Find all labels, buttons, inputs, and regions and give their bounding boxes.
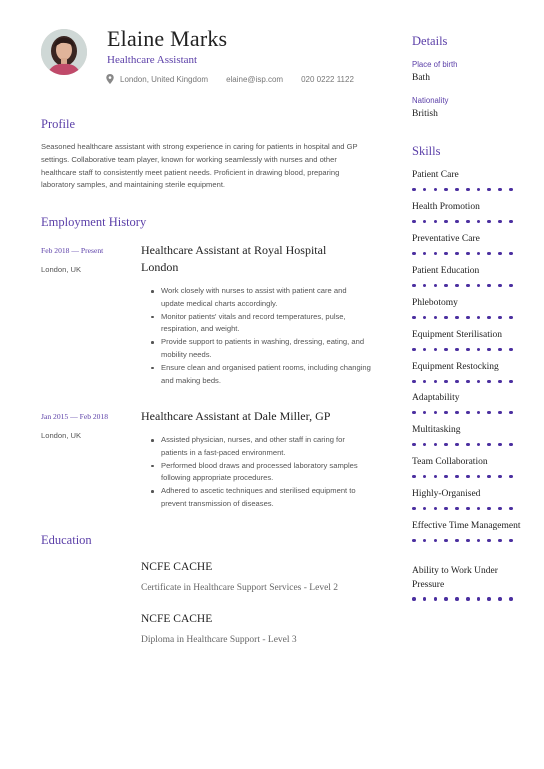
skill-name: Effective Time Management <box>412 521 521 531</box>
skill-dot <box>423 475 427 479</box>
skill-dot <box>487 597 491 601</box>
place-of-birth-label: Place of birth <box>412 60 458 69</box>
skill-level-dots <box>412 188 522 192</box>
job-dates: Jan 2015 — Feb 2018 <box>41 412 109 421</box>
skill-dot <box>477 348 481 352</box>
skill-dot <box>434 475 438 479</box>
skill-name: Adaptability <box>412 393 460 403</box>
job-bullet: Performed blood draws and processed laboratory samples following appropriate procedures. <box>151 460 371 486</box>
skill-dot <box>498 348 502 352</box>
skill-dot <box>509 220 513 224</box>
skill-dot <box>509 252 513 256</box>
skill-dot <box>487 380 491 384</box>
skill-dot <box>477 507 481 511</box>
contact-phone[interactable]: 020 0222 1122 <box>301 74 354 84</box>
skill-name: Equipment Sterilisation <box>412 330 502 340</box>
skill-item <box>412 169 522 191</box>
skill-dot <box>444 597 448 601</box>
skill-name: Multitasking <box>412 425 461 435</box>
skill-dot <box>477 539 481 543</box>
skill-dot <box>423 597 427 601</box>
job-bullet: Provide support to patients in washing, dressing, eating, and mobility needs. <box>151 336 371 362</box>
skill-level-dots <box>412 316 522 320</box>
skill-dot <box>466 380 470 384</box>
skill-dot <box>423 316 427 320</box>
skill-level-dots <box>412 284 522 288</box>
job-bullets <box>151 285 371 387</box>
skill-dot <box>498 411 502 415</box>
job-location: London, UK <box>41 431 82 440</box>
profile-text: Seasoned healthcare assistant with strong experience in caring for patients in hospital and GP settings. Collaborative team player, known for working seamlessly with nurses and other healthcare staff to consistently meet patient needs. Proficient in drawing blood, preparing laboratory samples, and maintaining sterile equipment. <box>41 142 358 190</box>
skill-dot <box>434 411 438 415</box>
skill-dot <box>412 597 416 601</box>
skill-dot <box>444 380 448 384</box>
skill-dot <box>509 475 513 479</box>
skill-item <box>412 456 522 478</box>
contact-location: London, United Kingdom <box>120 74 209 84</box>
skill-item <box>412 233 522 255</box>
skill-dot <box>455 252 459 256</box>
skill-item <box>412 520 522 542</box>
job-bullets <box>151 434 371 511</box>
skill-item <box>412 488 522 510</box>
skill-dot <box>487 475 491 479</box>
skill-dot <box>444 348 448 352</box>
skill-dot <box>434 316 438 320</box>
skill-dot <box>487 188 491 192</box>
skill-dot <box>477 475 481 479</box>
skill-dot <box>455 475 459 479</box>
skill-dot <box>466 220 470 224</box>
job-bullet: Monitor patients' vitals and record temperatures, pulse, respiration, and weight. <box>151 311 371 337</box>
skill-dot <box>509 380 513 384</box>
skill-dot <box>487 284 491 288</box>
skill-name: Equipment Restocking <box>412 362 499 372</box>
skill-dot <box>477 252 481 256</box>
skill-dot <box>466 348 470 352</box>
skill-level-dots <box>412 475 522 479</box>
skill-dot <box>412 188 416 192</box>
skill-dot <box>434 597 438 601</box>
skill-level-dots <box>412 220 522 224</box>
skill-level-dots <box>412 348 522 352</box>
skill-dot <box>509 539 513 543</box>
skill-dot <box>477 411 481 415</box>
skill-dot <box>466 475 470 479</box>
skill-dot <box>466 443 470 447</box>
skill-dot <box>423 380 427 384</box>
skill-dot <box>498 220 502 224</box>
skill-dot <box>477 380 481 384</box>
skill-dot <box>487 507 491 511</box>
skill-dot <box>455 284 459 288</box>
skill-dot <box>509 188 513 192</box>
skill-dot <box>487 220 491 224</box>
skill-dot <box>412 380 416 384</box>
skill-dot <box>498 316 502 320</box>
avatar <box>41 29 87 75</box>
skill-dot <box>487 348 491 352</box>
skill-dot <box>466 597 470 601</box>
skill-item <box>412 297 522 319</box>
skill-dot <box>434 443 438 447</box>
skill-dot <box>509 348 513 352</box>
skill-name: Health Promotion <box>412 202 480 212</box>
skill-dot <box>455 220 459 224</box>
skill-level-dots <box>412 507 522 511</box>
skill-dot <box>434 252 438 256</box>
job-title: Healthcare Assistant at Royal Hospital London <box>141 243 327 274</box>
skill-dot <box>434 380 438 384</box>
skill-dot <box>466 188 470 192</box>
skill-dot <box>509 507 513 511</box>
skill-level-dots <box>412 597 522 601</box>
skill-dot <box>466 411 470 415</box>
skill-name: Phlebotomy <box>412 298 458 308</box>
skill-item <box>412 565 522 601</box>
skill-dot <box>498 252 502 256</box>
job-location: London, UK <box>41 265 82 274</box>
job-bullet: Assisted physician, nurses, and other staff in caring for patients in a fast-paced environment. <box>151 434 371 460</box>
skill-dot <box>455 597 459 601</box>
skill-dot <box>455 188 459 192</box>
skill-dot <box>444 539 448 543</box>
skill-dot <box>498 507 502 511</box>
skill-dot <box>444 475 448 479</box>
skill-dot <box>412 284 416 288</box>
place-of-birth-value: Bath <box>412 73 430 83</box>
skill-dot <box>455 539 459 543</box>
nationality-value: British <box>412 109 438 119</box>
skill-dot <box>498 188 502 192</box>
skill-dot <box>412 220 416 224</box>
skill-dot <box>423 539 427 543</box>
skill-dot <box>444 252 448 256</box>
skill-dot <box>455 443 459 447</box>
job-bullet: Adhered to ascetic techniques and sterilised equipment to prevent transmission of diseases. <box>151 485 371 511</box>
skill-dot <box>423 188 427 192</box>
skill-dot <box>466 539 470 543</box>
skill-dot <box>434 348 438 352</box>
skill-dot <box>434 220 438 224</box>
skill-dot <box>444 220 448 224</box>
skill-dot <box>477 316 481 320</box>
skill-name: Highly-Organised <box>412 489 481 499</box>
skill-dot <box>434 284 438 288</box>
skill-level-dots <box>412 539 522 543</box>
skill-level-dots <box>412 411 522 415</box>
skills-heading: Skills <box>412 144 441 158</box>
skill-dot <box>412 348 416 352</box>
skill-dot <box>455 507 459 511</box>
skill-dot <box>423 507 427 511</box>
job-dates: Feb 2018 — Present <box>41 246 104 255</box>
skill-item <box>412 424 522 446</box>
skill-dot <box>466 316 470 320</box>
skill-dot <box>444 411 448 415</box>
skill-dot <box>455 348 459 352</box>
skill-dot <box>455 411 459 415</box>
skill-dot <box>412 252 416 256</box>
skill-dot <box>466 252 470 256</box>
skill-dot <box>423 443 427 447</box>
education-degree: Certificate in Healthcare Support Services - Level 2 <box>141 583 339 593</box>
skill-item <box>412 201 522 223</box>
contact-line <box>106 74 354 84</box>
map-pin-icon <box>106 74 114 84</box>
skill-dot <box>423 220 427 224</box>
skill-dot <box>477 597 481 601</box>
job-title: Healthcare Assistant at Dale Miller, GP <box>141 409 331 423</box>
skill-dot <box>498 475 502 479</box>
skill-dot <box>412 539 416 543</box>
skill-dot <box>444 443 448 447</box>
skill-dot <box>487 252 491 256</box>
skill-dot <box>477 443 481 447</box>
skill-dot <box>423 252 427 256</box>
details-heading: Details <box>412 34 448 48</box>
skill-dot <box>444 188 448 192</box>
skill-dot <box>444 284 448 288</box>
skill-dot <box>444 316 448 320</box>
skill-dot <box>498 284 502 288</box>
skill-dot <box>455 316 459 320</box>
skill-dot <box>487 316 491 320</box>
skill-dot <box>412 411 416 415</box>
skill-name: Ability to Work Under Pressure <box>412 566 498 590</box>
skill-item <box>412 265 522 287</box>
education-degree: Diploma in Healthcare Support - Level 3 <box>141 635 297 645</box>
employment-heading: Employment History <box>41 215 147 229</box>
skill-dot <box>509 284 513 288</box>
candidate-name: Elaine Marks <box>107 26 228 51</box>
skill-name: Patient Education <box>412 266 480 276</box>
skill-dot <box>509 443 513 447</box>
profile-heading: Profile <box>41 117 76 131</box>
skill-level-dots <box>412 252 522 256</box>
skill-dot <box>477 284 481 288</box>
skill-dot <box>412 475 416 479</box>
skill-dot <box>412 507 416 511</box>
education-school: NCFE CACHE <box>141 613 213 625</box>
skill-dot <box>466 284 470 288</box>
education-school: NCFE CACHE <box>141 561 213 573</box>
skill-level-dots <box>412 443 522 447</box>
candidate-title: Healthcare Assistant <box>107 54 198 66</box>
skill-dot <box>434 188 438 192</box>
job-bullet: Work closely with nurses to assist with patient care and update medical charts accordingly. <box>151 285 371 311</box>
skill-name: Patient Care <box>412 170 459 180</box>
skill-dot <box>434 507 438 511</box>
skill-dot <box>498 539 502 543</box>
skill-dot <box>434 539 438 543</box>
skill-dot <box>509 316 513 320</box>
skill-dot <box>487 443 491 447</box>
skill-dot <box>509 597 513 601</box>
skill-item <box>412 392 522 414</box>
skill-dot <box>455 380 459 384</box>
contact-email[interactable]: elaine@isp.com <box>226 74 284 84</box>
skill-dot <box>509 411 513 415</box>
skill-dot <box>487 411 491 415</box>
job-bullet: Ensure clean and organised patient rooms, including changing and making beds. <box>151 362 371 388</box>
education-heading: Education <box>41 533 92 547</box>
skill-dot <box>412 316 416 320</box>
skill-item <box>412 361 522 383</box>
skill-item <box>412 329 522 351</box>
skill-dot <box>423 284 427 288</box>
skill-dot <box>444 507 448 511</box>
skill-dot <box>498 597 502 601</box>
skill-dot <box>412 443 416 447</box>
nationality-label: Nationality <box>412 96 449 105</box>
skill-dot <box>498 380 502 384</box>
skill-dot <box>477 220 481 224</box>
skill-dot <box>423 411 427 415</box>
skill-name: Team Collaboration <box>412 457 488 467</box>
skill-dot <box>498 443 502 447</box>
skill-dot <box>487 539 491 543</box>
skill-level-dots <box>412 380 522 384</box>
skill-dot <box>466 507 470 511</box>
skill-dot <box>423 348 427 352</box>
skill-dot <box>477 188 481 192</box>
skill-name: Preventative Care <box>412 234 480 244</box>
